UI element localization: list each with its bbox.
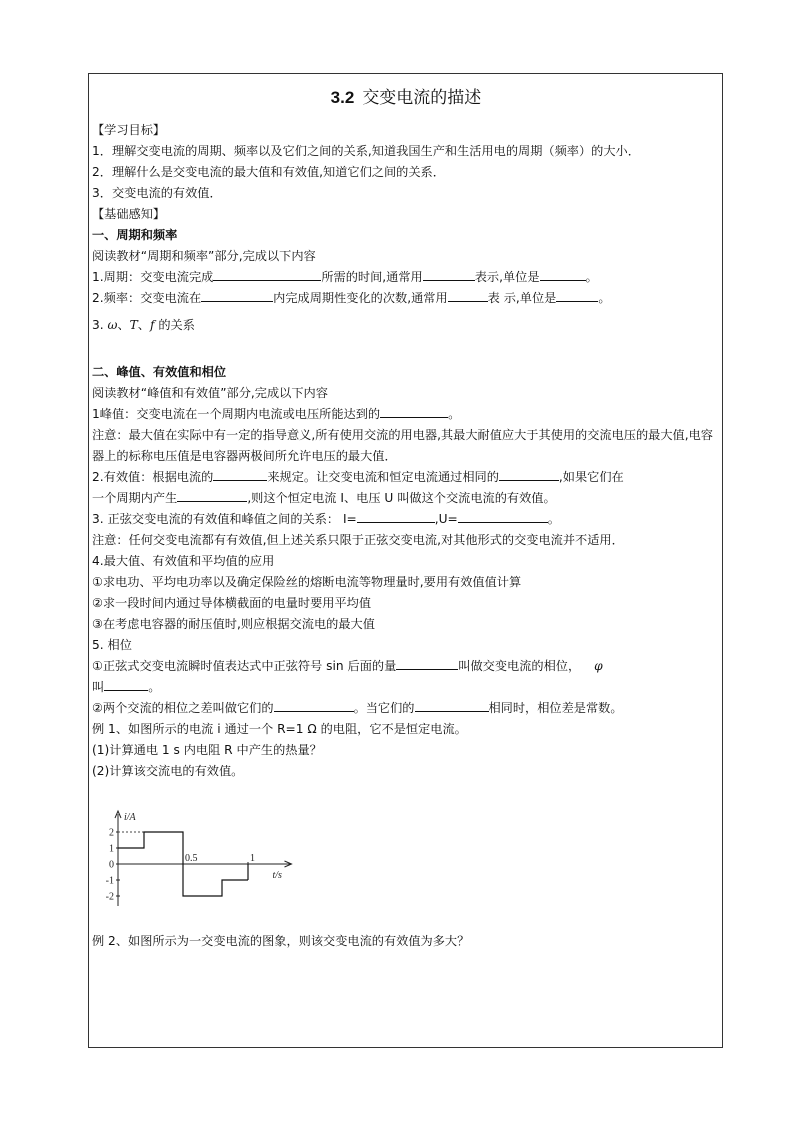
worksheet: [92, 86, 720, 782]
application-heading: 4.最大值、有效值和平均值的应用: [92, 554, 275, 568]
effective-line-2: 一个周期内产生 ,则这个恒定电流 I、电压 U 叫做这个交流电流的有效值。: [92, 488, 720, 509]
fill-blank[interactable]: [415, 698, 489, 712]
fill-blank[interactable]: [556, 288, 598, 302]
basics-heading: 【基础感知】: [92, 207, 166, 221]
relation-sine-line: 3. 正弦交变电流的有效值和峰值之间的关系： I= ,U= 。: [92, 509, 720, 530]
fill-blank[interactable]: [458, 509, 548, 523]
phi-symbol: φ: [594, 659, 603, 673]
page-title: [92, 86, 720, 110]
frequency-symbol: f: [149, 318, 155, 332]
y-tick-label: -2: [105, 891, 114, 903]
fill-blank[interactable]: [213, 267, 321, 281]
period-symbol: T: [129, 318, 138, 332]
phase-line-1: ①正弦式交变电流瞬时值表达式中正弦符号 sin 后面的量 叫做交变电流的相位， φ: [92, 656, 720, 677]
goals-heading: 【学习目标】: [92, 123, 166, 137]
x-tick-label: 1: [250, 853, 255, 864]
fill-blank[interactable]: [177, 488, 247, 502]
note-peak: 注意：最大值在实际中有一定的指导意义,所有使用交流的用电器,其最大耐值应大于其使用的交流电压的最大值,电容器上的标称电压值是电容器两极间所允许电压的最大值．: [92, 428, 713, 463]
fill-blank[interactable]: [104, 677, 148, 691]
omega-symbol: ω: [107, 318, 118, 332]
goal-item-1: 1．理解交变电流的周期、频率以及它们之间的关系,知道我国生产和生活用电的周期（频率）的大小．: [92, 144, 640, 158]
fill-blank[interactable]: [380, 404, 448, 418]
fill-blank[interactable]: [396, 656, 458, 670]
effective-line: 2.有效值：根据电流的 来规定。让交变电流和恒定电流通过相同的 ,如果它们在: [92, 467, 720, 488]
goal-item-3: 3．交变电流的有效值．: [92, 186, 222, 200]
y-tick-label: 1: [109, 843, 114, 855]
application-item-3: ③在考虑电容器的耐压值时,则应根据交流电的最大值: [92, 617, 375, 631]
phase-heading: 5. 相位: [92, 638, 132, 652]
y-tick-label: 2: [109, 827, 114, 839]
x-axis-label: t/s: [272, 870, 282, 881]
peak-line: 1峰值：交变电流在一个周期内电流或电压所能达到的 。: [92, 404, 720, 425]
section2-intro: 阅读教材“峰值和有效值”部分,完成以下内容: [92, 386, 328, 400]
fill-blank[interactable]: [357, 509, 435, 523]
fill-blank[interactable]: [540, 267, 586, 281]
period-line: 1.周期：交变电流完成 所需的时间,通常用 表示,单位是 。: [92, 267, 720, 288]
title-text: 交变电流的描述: [362, 88, 482, 108]
frequency-line: 2.频率：交变电流在 内完成周期性变化的次数,通常用 表 示,单位是 。: [92, 288, 720, 309]
fill-blank[interactable]: [213, 467, 267, 481]
phase-line-1b: 叫 。: [92, 677, 720, 698]
fill-blank[interactable]: [201, 288, 273, 302]
example1-question-2: (2)计算该交流电的有效值。: [92, 764, 244, 778]
example1-question-1: (1)计算通电 1 s 内电阻 R 中产生的热量？: [92, 743, 322, 757]
example2-block: [92, 931, 720, 952]
fill-blank[interactable]: [274, 698, 354, 712]
y-tick-label: 0: [109, 859, 114, 871]
phase-line-2: ②两个交流的相位之差叫做它们的 。当它们的 相同时，相位差是常数。: [92, 698, 720, 719]
current-chart: [100, 808, 300, 918]
example1-text: 例 1、如图所示的电流 i 通过一个 R=1 Ω 的电阻，它不是恒定电流。: [92, 722, 467, 736]
fill-blank[interactable]: [448, 288, 488, 302]
fill-blank[interactable]: [499, 467, 559, 481]
note-effective: 注意：任何交变电流都有有效值,但上述关系只限于正弦交变电流,对其他形式的交变电流并不适用．: [92, 533, 624, 547]
section1-heading: 一、周期和频率: [92, 228, 178, 242]
goal-item-2: 2．理解什么是交变电流的最大值和有效值,知道它们之间的关系．: [92, 165, 445, 179]
title-number: 3.2: [330, 88, 355, 107]
relation-line: 3. ω、T、f 的关系: [92, 318, 195, 332]
y-tick-label: -1: [105, 875, 114, 887]
example2-text: 例 2、如图所示为一交变电流的图象，则该交变电流的有效值为多大？: [92, 934, 470, 948]
section2-heading: 二、峰值、有效值和相位: [92, 365, 227, 379]
y-axis-label: i/A: [124, 812, 136, 823]
application-item-1: ①求电功、平均电功率以及确定保险丝的熔断电流等物理量时,要用有效值值计算: [92, 575, 522, 589]
x-tick-label: 0.5: [185, 853, 198, 864]
section1-intro: 阅读教材“周期和频率”部分,完成以下内容: [92, 249, 316, 263]
application-item-2: ②求一段时间内通过导体横截面的电量时要用平均值: [92, 596, 372, 610]
fill-blank[interactable]: [423, 267, 475, 281]
